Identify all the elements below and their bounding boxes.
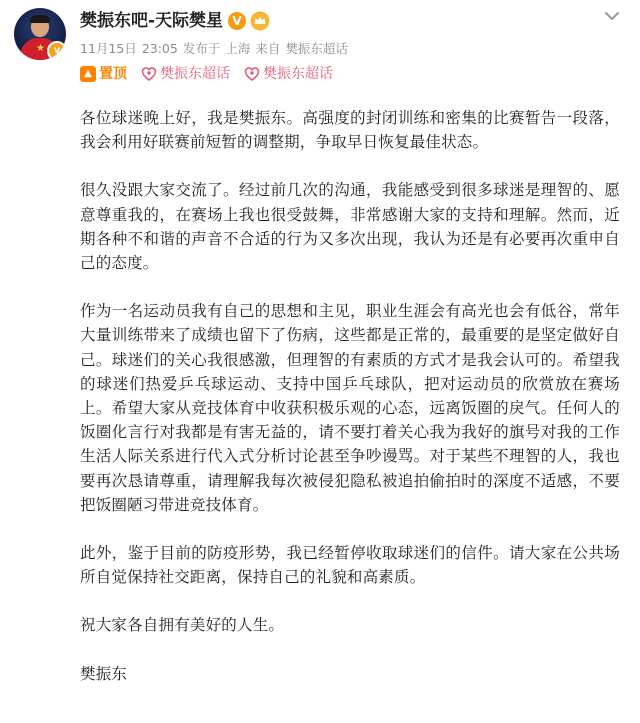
chaohua-label-2: 樊振东超话 (263, 66, 333, 82)
post-meta (80, 40, 353, 58)
paragraph-2: 很久没跟大家交流了。经过前几次的沟通，我能感受到很多球迷是理智的、愿意尊重我的，在赛场上我也很受鼓舞，非常感谢大家的支持和理解。然而，近期各种不和谐的声音不合适的行为又多次出现，我认为还是有必要再次重申自己的态度。 (80, 181, 620, 273)
chaohua-icon (244, 66, 260, 82)
username[interactable]: 樊振东吧-天际樊星 (80, 11, 224, 31)
post-from-label: 来自 (255, 41, 281, 56)
post-location: 上海 (225, 41, 251, 56)
signature: 樊振东 (80, 664, 128, 683)
chaohua-label-1: 樊振东超话 (160, 66, 230, 82)
chaohua-tag-1[interactable] (141, 65, 230, 83)
avatar-hair (30, 15, 50, 23)
crown-icon (250, 11, 270, 31)
pinned-tag (80, 65, 127, 83)
paragraph-3: 作为一名运动员我有自己的思想和主见，职业生涯会有高光也会有低谷，常年大量训练带来了成绩也留下了伤病，这些都是正常的，最重要的是坚定做好自己。球迷们的关心我很感激，但理智的有素质的方式才是我会认可的。希望我的球迷们热爱乒乓球运动、支持中国乒乓球队，把对运动员的欣赏放在赛场上。希望大家从竞技体育中收获积极乐观的心态，远离饭圈的戾气。任何人的饭圈化言行对我都是有害无益的，请不要打着关心我为我好的旗号对我的工作生活人际关系进行代入式分析讨论甚至争吵谩骂。对于某些不理智的人，我也要再次恳请尊重，请理解我每次被侵犯隐私被追拍偷拍时的深度不适感，不要把饭圈陋习带进竞技体育。 (80, 302, 620, 514)
avatar-star-icon: ★ (36, 43, 45, 54)
pinned-label: 置顶 (99, 66, 127, 82)
paragraph-5: 祝大家各自拥有美好的人生。 (80, 616, 285, 635)
paragraph-4: 此外，鉴于目前的防疫形势，我已经暂停收取球迷们的信件。请大家在公共场所自觉保持社交距离，保持自己的礼貌和高素质。 (80, 544, 620, 587)
chaohua-tag-2[interactable] (244, 65, 333, 83)
post-tags (80, 64, 347, 84)
verified-v-icon: V (228, 12, 246, 30)
post-source-prefix: 发布于 (182, 41, 221, 56)
post-time: 23:05 (141, 41, 178, 56)
paragraph-1: 各位球迷晚上好，我是樊振东。高强度的封闭训练和密集的比赛暂告一段落，我会利用好联赛前短暂的调整期，争取早日恢复最佳状态。 (80, 109, 620, 152)
post-client[interactable]: 樊振东超话 (285, 41, 348, 56)
avatar[interactable] (14, 8, 66, 60)
pin-icon: ▲ (80, 66, 96, 82)
chevron-down-icon[interactable] (600, 6, 624, 26)
avatar-verified-badge-icon: v (47, 41, 66, 60)
chaohua-icon (141, 66, 157, 82)
post-date: 11月15日 (80, 41, 137, 56)
post-content (80, 106, 620, 686)
